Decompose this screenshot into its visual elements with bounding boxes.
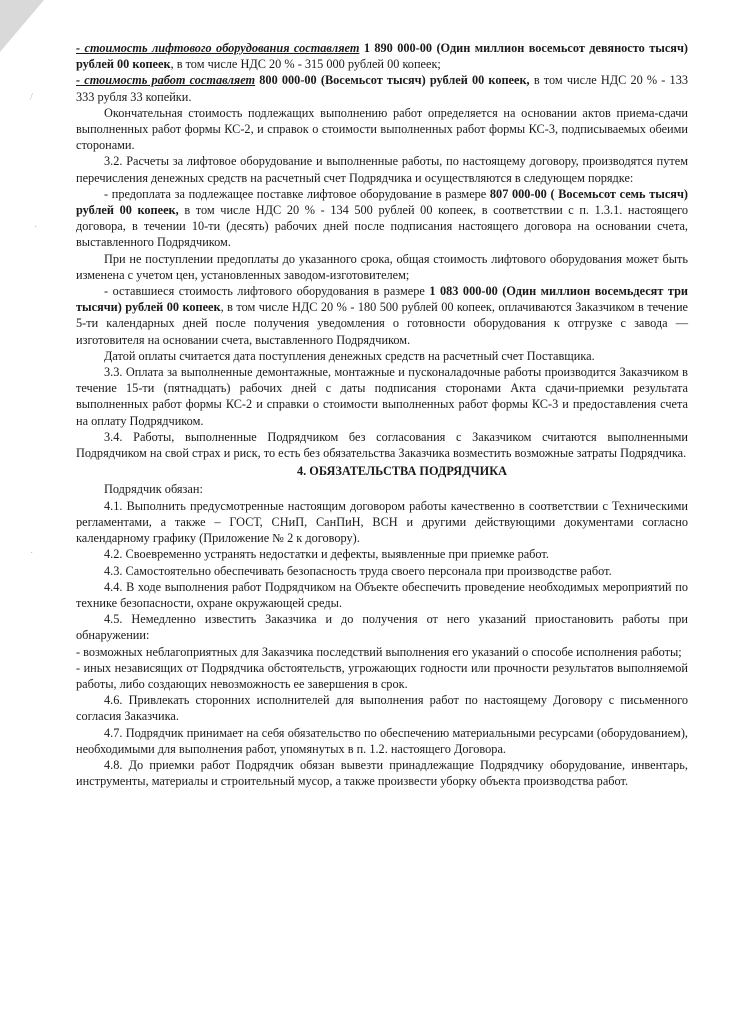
paragraph-obligations-intro: Подрядчик обязан: (104, 482, 203, 497)
section-heading: 4. ОБЯЗАТЕЛЬСТВА ПОДРЯДЧИКА (296, 464, 508, 479)
scan-mark: · (34, 222, 38, 233)
paragraph-4-5-item-2: - иных независящих от Подрядчика обстоятельств, угрожающих годности или прочности результатов выполняемой работы, либо создающих невозможность ее завершения в срок. (76, 660, 688, 691)
paragraph-prepayment: - предоплата за подлежащее поставке лифтовое оборудование в размере 807 000-00 ( Восемьсот семь тысяч) рублей 00 копеек, в том числе НДС 20 % - 134 500 рублей 00 копеек, в соответствии с п. 1.3.1. настоящего договора, в течении 10-ти (десять) рабочих дней после подписания настоящего договора на основании счета, выставленного Подрядчиком. (76, 186, 689, 250)
scan-mark: · (30, 548, 34, 559)
paragraph-final-cost: Окончательная стоимость подлежащих выполнению работ определяется на основании актов приема-сдачи выполненных работ формы КС-2, и справок о стоимости выполненных работ формы КС-3, подписываемых обеими сторонами. (76, 105, 688, 153)
paragraph-3-2: 3.2. Расчеты за лифтовое оборудование и выполненные работы, по настоящему договору, производятся путем перечисления денежных средств на расчетный счет Подрядчика и осуществляются в следующем порядке: (76, 154, 688, 185)
paragraph-4-7: 4.7. Подрядчик принимает на себя обязательство по обеспечению материальными ресурсами (оборудованием), необходимыми для выполнения работ, упомянутых в п. 1.2. настоящего Договора. (76, 725, 688, 756)
paragraph-4-3: 4.3. Самостоятельно обеспечивать безопасность труда своего персонала при производстве работ. (104, 563, 612, 578)
paragraph-3-4: 3.4. Работы, выполненные Подрядчиком без согласования с Заказчиком считаются выполненными Подрядчиком на свой страх и риск, то есть без обязательства Заказчика возместить возможные затраты Подрядчика. (76, 429, 688, 461)
paragraph-4-5-item-1: - возможных неблагоприятных для Заказчика последствий выполнения его указаний о способе исполнения работы; (76, 644, 682, 659)
paragraph-4-1: 4.1. Выполнить предусмотренные настоящим договором работы качественно в соответствии с Техническими регламентами, а также – ГОСТ, СНиП, СанПиН, ВСН и другими действующими документами согласно календарному графику (Приложение № 2 к договору). (76, 498, 688, 546)
document-page (76, 40, 688, 789)
paragraph-equipment-cost: - стоимость лифтового оборудования составляет 1 890 000-00 (Один миллион восемьсот девяносто тысяч) рублей 00 копеек, в том числе НДС 20 % - 315 000 рублей 00 копеек; (76, 41, 688, 72)
paragraph-works-cost: - стоимость работ составляет 800 000-00 (Восемьсот тысяч) рублей 00 копеек, в том числе НДС 20 % - 133 333 рубля 33 копейки. (76, 73, 689, 104)
paragraph-4-2: 4.2. Своевременно устранять недостатки и дефекты, выявленные при приемке работ. (104, 547, 549, 562)
paragraph-remaining-cost: - оставшиеся стоимость лифтового оборудования в размере 1 083 000-00 (Один миллион восемьдесят три тысячи) рублей 00 копеек, в том числе НДС 20 % - 180 500 рублей 00 копеек, оплачиваются Заказчиком в течение 5-ти календарных дней после получения уведомления о готовности оборудования к отгрузке с завода — изготовителя на основании счета, выставленного Подрядчиком. (76, 284, 688, 347)
page-corner-fold (0, 0, 44, 52)
paragraph-payment-date: Датой оплаты считается дата поступления денежных средств на расчетный счет Поставщика. (104, 348, 595, 363)
paragraph-3-3: 3.3. Оплата за выполненные демонтажные, монтажные и пусконаладочные работы производится Заказчиком в течение 15-ти (пятнадцать) рабочих дней с даты подписания сторонами Акта сдачи-приемки результата выполненных работ формы КС-2 и справки о стоимости выполненных работ формы КС-3 и предоставления счета на оплату Подрядчиком. (76, 365, 688, 428)
paragraph-4-8: 4.8. До приемки работ Подрядчик обязан вывезти принадлежащие Подрядчику оборудование, инвентарь, инструменты, материалы и строительный мусор, а также произвести уборку объекта производства работ. (76, 757, 688, 789)
paragraph-4-5: 4.5. Немедленно известить Заказчика и до получения от него указаний приостановить работы при обнаружении: (76, 612, 688, 643)
paragraph-4-4: 4.4. В ходе выполнения работ Подрядчиком на Объекте обеспечить проведение необходимых мероприятий по технике безопасности, охране окружающей среды. (76, 579, 688, 610)
paragraph-4-6: 4.6. Привлекать сторонних исполнителей для выполнения работ по настоящему Договору с письменного согласия Заказчика. (76, 693, 688, 724)
paragraph-no-prepayment: При не поступлении предоплаты до указанного срока, общая стоимость лифтового оборудования может быть изменена с учетом цен, установленных заводом-изготовителем; (76, 251, 688, 282)
scan-mark: / (30, 92, 33, 103)
